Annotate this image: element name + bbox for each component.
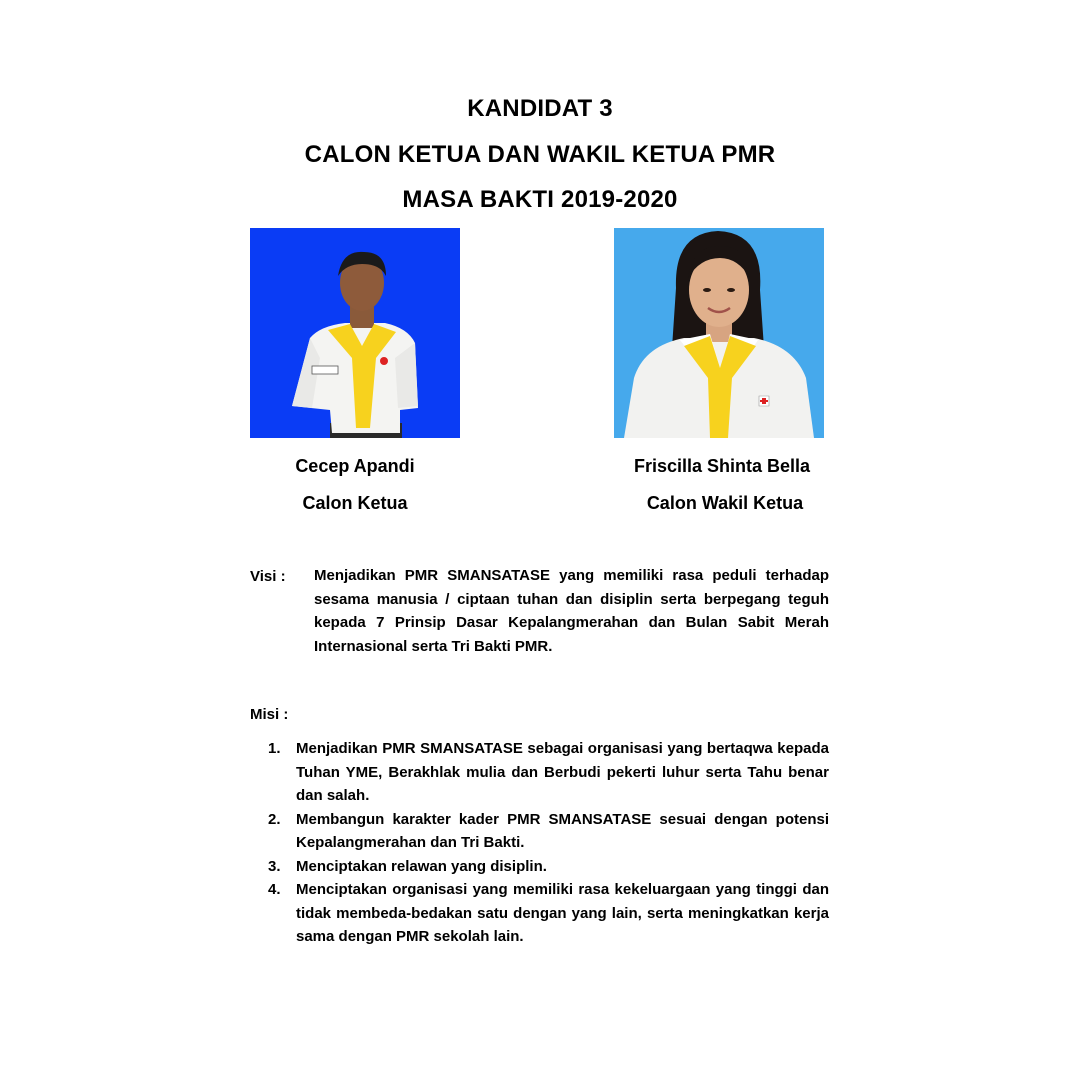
candidate-name-wakil: Friscilla Shinta Bella: [633, 456, 811, 476]
candidate-photo-wakil: [614, 228, 824, 438]
header-title: KANDIDAT 3: [467, 95, 613, 122]
list-item: [268, 878, 829, 949]
list-item: [268, 855, 829, 879]
list-item-number: 3.: [268, 857, 281, 875]
visi-label: Visi :: [250, 568, 286, 585]
header-subtitle: CALON KETUA DAN WAKIL KETUA PMR: [304, 141, 776, 168]
list-item-text: Membangun karakter kader PMR SMANSATASE sesuai dengan potensi Kepalangmerahan dan Tri Bakti.: [296, 810, 829, 851]
list-item: [268, 737, 829, 808]
list-item: [268, 808, 829, 855]
misi-label: Misi :: [250, 706, 289, 723]
list-item-number: 1.: [268, 740, 281, 757]
list-item-text: Menciptakan organisasi yang memiliki rasa kekeluargaan yang tinggi dan tidak membeda-bedakan satu dengan yang lain, serta meningkatkan kerja sama dengan PMR sekolah lain.: [296, 881, 829, 945]
header-period: MASA BAKTI 2019-2020: [402, 186, 678, 213]
candidate-role-ketua: Calon Ketua: [302, 493, 408, 513]
candidate-role-wakil: Calon Wakil Ketua: [646, 493, 804, 513]
list-item-number: 4.: [268, 881, 281, 898]
candidate-photo-ketua: [250, 228, 460, 438]
misi-list: [268, 737, 829, 949]
list-item-number: 2.: [268, 810, 281, 828]
list-item-text: Menciptakan relawan yang disiplin.: [296, 857, 547, 875]
candidate-name-ketua: Cecep Apandi: [295, 456, 415, 476]
visi-text: Menjadikan PMR SMANSATASE yang memiliki rasa peduli terhadap sesama manusia / ciptaan tuhan dan disiplin serta berpegang teguh kepada 7 Prinsip Dasar Kepalangmerahan dan Bulan Sabit Merah Internasional serta Tri Bakti PMR.: [314, 567, 829, 655]
list-item-text: Menjadikan PMR SMANSATASE sebagai organisasi yang bertaqwa kepada Tuhan YME, Berakhlak mulia dan Berbudi pekerti luhur serta Tahu benar dan salah.: [296, 740, 829, 804]
